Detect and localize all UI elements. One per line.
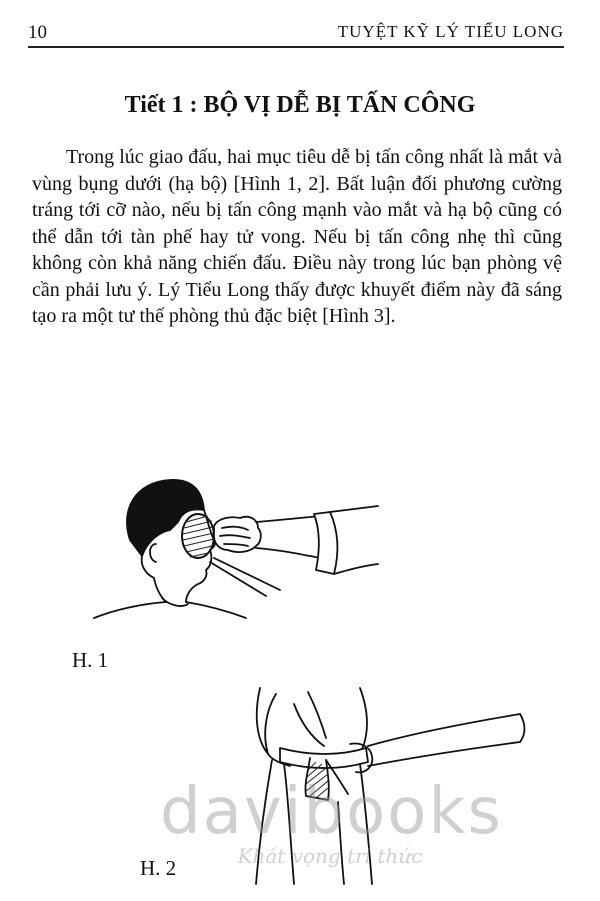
figure-1-label: H. 1 — [72, 648, 109, 672]
watermark-slogan: Khát vọng tri thức — [237, 844, 423, 868]
running-title: TUYỆT KỸ LÝ TIỂU LONG — [337, 22, 564, 41]
body-paragraph: Trong lúc giao đấu, hai mục tiêu dễ bị tấn công nhất là mắt và vùng bụng dưới (hạ bộ) [Hình 1, 2]. Bất luận đối phương cường tráng tới cỡ nào, nếu bị tấn công mạnh vào mắt và hạ bộ cũng có thể dẫn tới tàn phế hay tử vong. Nếu bị tấn công nhẹ thì cũng không còn khả năng chiến đấu. Điều này trong lúc bạn phòng vệ cần phải lưu ý. Lý Tiểu Long thấy được khuyết điểm này đã sáng tạo ra một tư thế phòng thủ đặc biệt [Hình 3]. — [32, 146, 562, 327]
figure-2-illustration — [250, 684, 530, 894]
page-header — [28, 20, 564, 48]
figure-2-label: H. 2 — [140, 856, 177, 880]
section-title: Tiết 1 : BỘ VỊ DỄ BỊ TẤN CÔNG — [124, 92, 476, 118]
watermark-brand: davibooks — [160, 775, 503, 849]
page-number: 10 — [28, 22, 47, 43]
figure-1-illustration — [90, 470, 380, 620]
